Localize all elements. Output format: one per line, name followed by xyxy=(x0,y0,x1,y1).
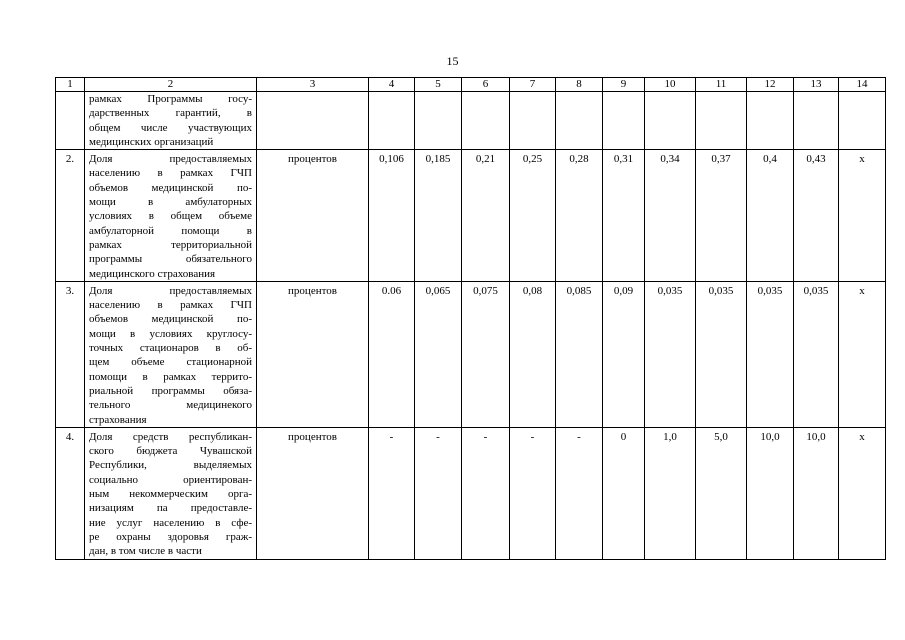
unit-cell xyxy=(257,92,369,150)
col-header-1: 1 xyxy=(56,78,85,92)
value-cell xyxy=(696,92,747,150)
text-line: объемов медицинской по- xyxy=(89,181,252,194)
text-line: помощи в рамках террито- xyxy=(89,370,252,383)
continuation-row xyxy=(56,92,886,150)
col-header-3: 3 xyxy=(257,78,369,92)
value-cell: 10,0 xyxy=(747,427,794,559)
value-cell: 0,09 xyxy=(603,281,645,427)
text-line: низациям па предоставле- xyxy=(89,502,252,515)
value-cell: 0,34 xyxy=(645,150,696,282)
value-cell: 0,035 xyxy=(645,281,696,427)
col-header-5: 5 xyxy=(415,78,462,92)
final-cell: х xyxy=(839,427,886,559)
text-line: ре охраны здоровья граж- xyxy=(89,530,252,543)
text-line: амбулаторной помощи в xyxy=(89,224,252,237)
value-cell xyxy=(462,92,510,150)
indicator-text-cell xyxy=(85,281,257,427)
text-line: дан, в том числе в части xyxy=(89,545,202,558)
text-line: ского бюджета Чувашской xyxy=(89,445,252,458)
unit-cell: процентов xyxy=(257,281,369,427)
text-line: точных стационаров в об- xyxy=(89,342,252,355)
text-line: Республики, выделяемых xyxy=(89,459,252,472)
text-line: рамках территориальной xyxy=(89,238,252,251)
value-cell: - xyxy=(369,427,415,559)
unit-cell: процентов xyxy=(257,427,369,559)
col-header-14: 14 xyxy=(839,78,886,92)
value-cell: 0,035 xyxy=(747,281,794,427)
page-number: 15 xyxy=(446,54,459,68)
value-cell: 0,075 xyxy=(462,281,510,427)
value-cell: 0,035 xyxy=(794,281,839,427)
col-header-6: 6 xyxy=(462,78,510,92)
text-line: объемов медицинской по- xyxy=(89,313,252,326)
value-cell xyxy=(415,92,462,150)
value-cell: - xyxy=(462,427,510,559)
value-cell: 0,21 xyxy=(462,150,510,282)
value-cell: - xyxy=(556,427,603,559)
column-number-header-row xyxy=(56,78,886,92)
value-cell: 0,25 xyxy=(510,150,556,282)
text-line: медицинских организаций xyxy=(89,135,214,148)
text-line: условиях в общем объеме xyxy=(89,210,252,223)
indicator-text-cell xyxy=(85,150,257,282)
text-line: страхования xyxy=(89,413,147,426)
value-cell: 0,035 xyxy=(696,281,747,427)
text-line: программы обязательного xyxy=(89,253,252,266)
text-line: Доля средств республикан- xyxy=(89,430,252,443)
indicator-row xyxy=(56,150,886,282)
unit-cell: процентов xyxy=(257,150,369,282)
col-header-2: 2 xyxy=(85,78,257,92)
row-number-cell: 4. xyxy=(56,427,85,559)
row-number-cell xyxy=(56,92,85,150)
row-number-cell: 3. xyxy=(56,281,85,427)
value-cell: - xyxy=(510,427,556,559)
row-number-cell: 2. xyxy=(56,150,85,282)
value-cell: 0,43 xyxy=(794,150,839,282)
col-header-11: 11 xyxy=(696,78,747,92)
col-header-13: 13 xyxy=(794,78,839,92)
value-cell: 5,0 xyxy=(696,427,747,559)
value-cell xyxy=(645,92,696,150)
col-header-12: 12 xyxy=(747,78,794,92)
text-line: рамках Программы госу- xyxy=(89,93,252,105)
text-line: ние услуг населению в сфе- xyxy=(89,516,252,529)
indicator-row xyxy=(56,427,886,559)
value-cell xyxy=(556,92,603,150)
text-line: населению в рамках ГЧП xyxy=(89,167,252,180)
value-cell xyxy=(369,92,415,150)
value-cell xyxy=(794,92,839,150)
value-cell: 0,37 xyxy=(696,150,747,282)
value-cell: 1,0 xyxy=(645,427,696,559)
value-cell: 0,31 xyxy=(603,150,645,282)
text-line: медицинского страхования xyxy=(89,267,216,280)
text-line: социально ориентирован- xyxy=(89,473,252,486)
value-cell: 0,4 xyxy=(747,150,794,282)
final-cell xyxy=(839,92,886,150)
value-cell xyxy=(747,92,794,150)
text-line: Доля предоставляемых xyxy=(89,153,252,166)
value-cell: 0.06 xyxy=(369,281,415,427)
value-cell xyxy=(603,92,645,150)
col-header-10: 10 xyxy=(645,78,696,92)
value-cell: 0,28 xyxy=(556,150,603,282)
text-line: дарственных гарантий, в xyxy=(89,107,252,120)
value-cell: 0,065 xyxy=(415,281,462,427)
indicator-row xyxy=(56,281,886,427)
col-header-9: 9 xyxy=(603,78,645,92)
text-line: мощи в амбулаторных xyxy=(89,196,252,209)
final-cell: х xyxy=(839,150,886,282)
value-cell: 0 xyxy=(603,427,645,559)
col-header-8: 8 xyxy=(556,78,603,92)
indicators-table xyxy=(55,77,886,560)
final-cell: х xyxy=(839,281,886,427)
value-cell: 10,0 xyxy=(794,427,839,559)
indicator-text-cell xyxy=(85,427,257,559)
col-header-4: 4 xyxy=(369,78,415,92)
value-cell xyxy=(510,92,556,150)
text-line: тельного медицинекого xyxy=(89,399,252,412)
value-cell: 0,185 xyxy=(415,150,462,282)
value-cell: - xyxy=(415,427,462,559)
value-cell: 0,106 xyxy=(369,150,415,282)
indicator-text-cell xyxy=(85,92,257,150)
text-line: риальной программы обяза- xyxy=(89,384,252,397)
text-line: щем объеме стационарной xyxy=(89,356,252,369)
text-line: общем числе участвующих xyxy=(89,121,252,134)
text-line: ным некоммерческим орга- xyxy=(89,488,252,501)
text-line: Доля предоставляемых xyxy=(89,284,252,297)
value-cell: 0,08 xyxy=(510,281,556,427)
col-header-7: 7 xyxy=(510,78,556,92)
value-cell: 0,085 xyxy=(556,281,603,427)
text-line: мощи в условиях круглосу- xyxy=(89,327,252,340)
text-line: населению в рамках ГЧП xyxy=(89,299,252,312)
